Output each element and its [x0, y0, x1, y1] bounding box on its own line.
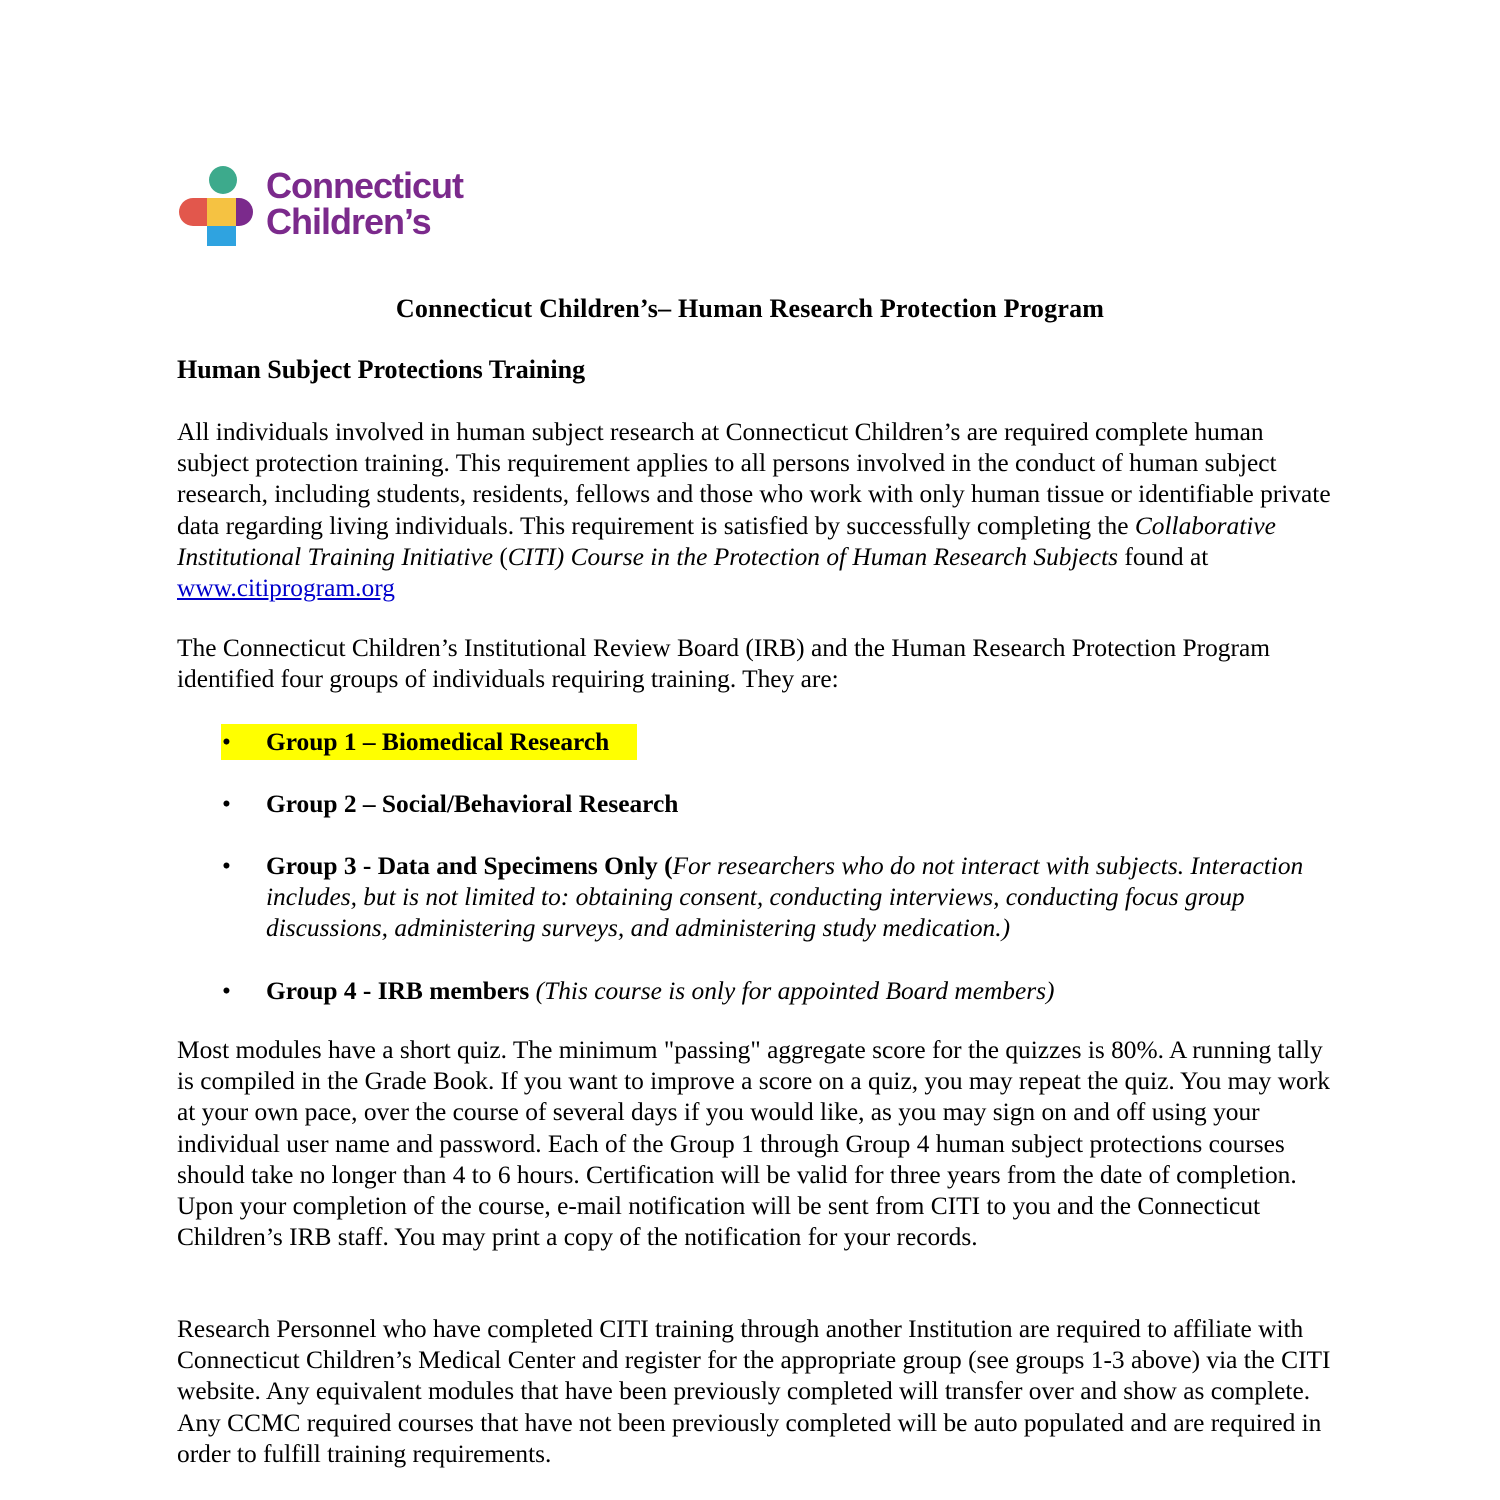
- group-3-label: Group 3 - Data and Specimens Only (: [266, 852, 673, 880]
- group-4-label: Group 4 - IRB members: [266, 977, 530, 1005]
- logo-wordmark: [266, 165, 464, 242]
- bullet-icon: •: [222, 790, 231, 818]
- page-title: Connecticut Children’s– Human Research Protection Program: [395, 294, 1105, 323]
- affiliation-paragraph: Research Personnel who have completed CITI training through another Institution are required to affiliate with Connecticut Children’s Medical Center and register for the appropriate group (see groups 1-3 above) via the CITI website. Any equivalent modules that have been previously completed will transfer over and show as complete. Any CCMC required courses that have not been previously completed will be auto populated and are required in order to fulfill training requirements.: [177, 1315, 1331, 1468]
- logo-line-2: Children’s: [266, 201, 431, 242]
- group-3-note: For researchers who do not interact with subjects. Interaction includes, but is not limited to: obtaining consent, conducting interviews, conducting focus group discussions, administering surveys, and administering study medication.): [266, 852, 1304, 943]
- intro-italic-b: CITI) Course in the Protection of Human Research Subjects: [507, 542, 1119, 571]
- connecticut-childrens-logo: [177, 164, 497, 254]
- list-item-group-2: [222, 789, 1332, 820]
- bullet-icon: •: [222, 977, 231, 1005]
- logo-line-1: Connecticut: [266, 165, 464, 206]
- group-4-note: (This course is only for appointed Board members): [529, 977, 1055, 1005]
- section-heading: Human Subject Protections Training: [177, 355, 586, 384]
- bullet-icon: •: [222, 852, 231, 880]
- intro-italic-a: Collaborative Institutional Training Initiative: [177, 511, 1276, 571]
- groups-intro-paragraph: The Connecticut Children’s Institutional Review Board (IRB) and the Human Research Protection Program identified four groups of individuals requiring training. They are:: [177, 634, 1270, 694]
- intro-text-c: found at: [1118, 542, 1209, 571]
- bullet-icon: •: [222, 728, 231, 756]
- intro-text-a: All individuals involved in human subject research at Connecticut Children’s are required complete human subject protection training. This requirement applies to all persons involved in the conduct of human subject research, including students, residents, fellows and those who work with only human tissue or identifiable private data regarding living individuals. This requirement is satisfied by successfully completing the: [177, 418, 1331, 540]
- logo-mark-icon: [177, 164, 269, 250]
- list-item-group-4: [222, 976, 1332, 1007]
- group-2-label: Group 2 – Social/Behavioral Research: [266, 790, 679, 818]
- list-item-group-3: [222, 851, 1332, 945]
- intro-paragraph: [177, 417, 1337, 604]
- intro-text-b: (: [492, 542, 508, 571]
- citi-program-link[interactable]: www.citiprogram.org: [177, 574, 395, 603]
- list-item-group-1: [222, 727, 1332, 758]
- quiz-paragraph: Most modules have a short quiz. The minimum "passing" aggregate score for the quizzes is 80%. A running tally is compiled in the Grade Book. If you want to improve a score on a quiz, you may repeat the quiz. You may work at your own pace, over the course of several days if you would like, as you may sign on and off using your individual user name and password. Each of the Group 1 through Group 4 human subject protections courses should take no longer than 4 to 6 hours. Certification will be valid for three years from the date of completion. Upon your completion of the course, e-mail notification will be sent from CITI to you and the Connecticut Children’s IRB staff. You may print a copy of the notification for your records.: [177, 1036, 1330, 1252]
- group-1-label: Group 1 – Biomedical Research: [266, 728, 610, 756]
